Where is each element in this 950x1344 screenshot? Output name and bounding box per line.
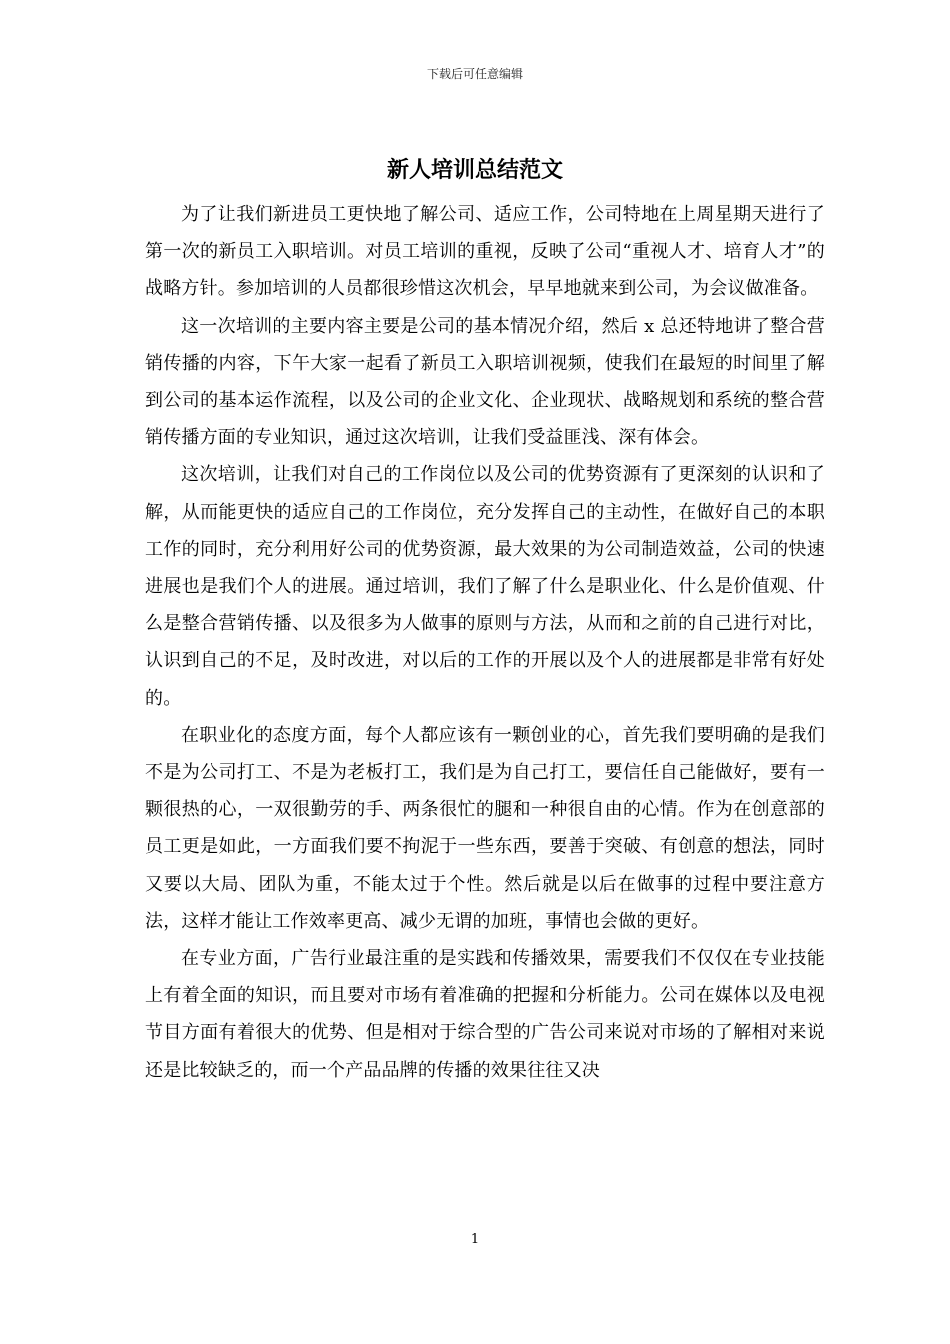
document-body xyxy=(145,196,825,1089)
page-number: 1 xyxy=(470,1232,480,1247)
paragraph: 这次培训，让我们对自己的工作岗位以及公司的优势资源有了更深刻的认识和了解，从而能更快的适应自己的工作岗位，充分发挥自己的主动性，在做好自己的本职工作的同时，充分利用好公司的优势资源，最大效果的为公司制造效益，公司的快速进展也是我们个人的进展。通过培训，我们了解了什么是职业化、什么是价值观、什么是整合营销传播、以及很多为人做事的原则与方法，从而和之前的自己进行对比，认识到自己的不足，及时改进，对以后的工作的开展以及个人的进展都是非常有好处的。 xyxy=(145,464,825,709)
document-title: 新人培训总结范文 xyxy=(386,157,563,183)
paragraph: 为了让我们新进员工更快地了解公司、适应工作，公司特地在上周星期天进行了第一次的新员工入职培训。对员工培训的重视，反映了公司“重视人才、培育人才”的战略方针。参加培训的人员都很珍惜这次机会，早早地就来到公司，为会议做准备。 xyxy=(145,204,825,300)
paragraph: 在专业方面，广告行业最注重的是实践和传播效果，需要我们不仅仅在专业技能上有着全面的知识，而且要对市场有着准确的把握和分析能力。公司在媒体以及电视节目方面有着很大的优势、但是相对于综合型的广告公司来说对市场的了解相对来说还是比较缺乏的，而一个产品品牌的传播的效果往往又决 xyxy=(145,948,825,1081)
paragraph: 这一次培训的主要内容主要是公司的基本情况介绍，然后 x 总还特地讲了整合营销传播的内容，下午大家一起看了新员工入职培训视频，使我们在最短的时间里了解到公司的基本运作流程，以及公司的企业文化、企业现状、战略规划和系统的整合营销传播方面的专业知识，通过这次培训，让我们受益匪浅、深有体会。 xyxy=(145,315,825,449)
header-note: 下载后可任意编辑 xyxy=(426,67,523,81)
paragraph: 在职业化的态度方面，每个人都应该有一颗创业的心，首先我们要明确的是我们不是为公司打工、不是为老板打工，我们是为自己打工，要信任自己能做好，要有一颗很热的心，一双很勤劳的手、两条很忙的腿和一种很自由的心情。作为在创意部的员工更是如此，一方面我们要不拘泥于一些东西，要善于突破、有创意的想法，同时又要以大局、团队为重，不能太过于个性。然后就是以后在做事的过程中要注意方法，这样才能让工作效率更高、减少无谓的加班，事情也会做的更好。 xyxy=(145,724,825,932)
